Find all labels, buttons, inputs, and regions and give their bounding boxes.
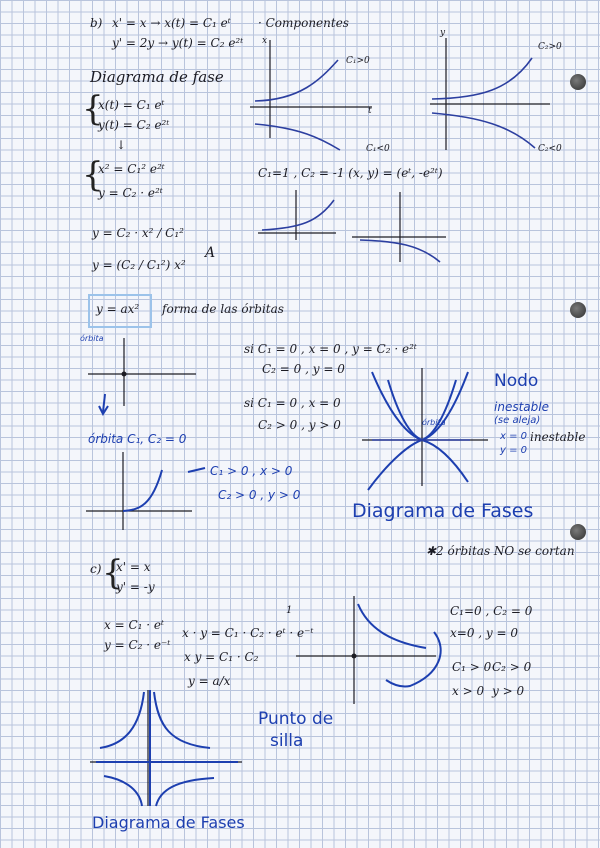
system-c-brace: {: [102, 553, 124, 593]
system-y: y(t) = C₂ e²ᵗ: [98, 118, 170, 132]
case-line-1: si C₁ = 0 , x = 0 , y = C₂ · e²ᵗ: [244, 342, 417, 356]
nodo-label: Nodo: [494, 371, 539, 391]
system-brace: {: [82, 89, 104, 129]
system-brace-2: {: [82, 155, 104, 195]
graph-parabola-branch: [86, 452, 205, 530]
orbits-note: ✱2 órbitas NO se cortan: [426, 544, 575, 558]
graph-saddle: [90, 690, 242, 806]
orbit-c1c2-label: órbita C₁, C₂ = 0: [88, 432, 187, 446]
condition-c-3: C₁ > 0: [452, 660, 492, 674]
condition-c-2: x=0 , y = 0: [450, 626, 518, 640]
graph-label-c2-pos: C₂>0: [538, 42, 562, 52]
part-b-label: b): [90, 16, 103, 30]
silla-label: silla: [270, 731, 304, 751]
graph-c-right: [296, 596, 441, 704]
example-condition: C₁=1 , C₂ = -1 (x, y) = (eᵗ, -e²ᵗ): [258, 166, 443, 180]
solution-c-x: x = C₁ · eᵗ: [104, 618, 164, 632]
diagrama-fases-title: Diagrama de Fases: [352, 500, 534, 522]
orbit-form-caption: forma de las órbitas: [162, 302, 284, 316]
system-c-x: x' = x: [116, 560, 151, 574]
derivation-step-1: y = C₂ · x² / C₁²: [92, 226, 184, 240]
graph-label-c1-neg: C₁<0: [366, 144, 390, 154]
graph-label-y: y: [440, 28, 446, 38]
system-y-exp: y = C₂ · e²ᵗ: [98, 186, 163, 200]
orbita-tag: órbita: [80, 334, 104, 343]
case-line-2: C₂ = 0 , y = 0: [262, 362, 345, 376]
condition-c-5: x > 0: [452, 684, 485, 698]
case-line-4: C₂ > 0 , y > 0: [258, 418, 341, 432]
condition-c1: C₁ > 0 , x > 0: [210, 464, 293, 478]
derivation-step-2: y = (C₂ / C₁²) x²: [92, 258, 186, 272]
y-zero-label: y = 0: [500, 445, 528, 456]
inestable-label-2: inestable: [530, 430, 586, 444]
graph-label-t: t: [368, 106, 372, 116]
orbita-small-label: órbita: [422, 418, 446, 427]
equation-x: x' = x → x(t) = C₁ eᵗ: [112, 16, 231, 30]
product-one: 1: [286, 605, 293, 616]
condition-c-1: C₁=0 , C₂ = 0: [450, 604, 533, 618]
solution-c-y: y = C₂ · e⁻ᵗ: [104, 638, 171, 652]
equation-y: y' = 2y → y(t) = C₂ e²ᵗ: [112, 36, 244, 50]
graph-label-x: x: [262, 36, 268, 46]
graph-label-c2-neg: C₂<0: [538, 144, 562, 154]
part-c-label: c): [90, 562, 102, 576]
inestable-label: inestable: [494, 400, 549, 414]
graph-example-x: [258, 190, 336, 240]
product-step-2: x y = C₁ · C₂: [184, 650, 259, 664]
condition-c-4: C₂ > 0: [492, 660, 532, 674]
orbit-form-equation: y = ax²: [96, 302, 140, 316]
graph-orbit-axes: [88, 338, 196, 414]
system-c-y: y' = -y: [116, 580, 155, 594]
componentes-heading: · Componentes: [258, 16, 349, 30]
diagrama-fases-title-c: Diagrama de Fases: [92, 813, 245, 832]
condition-c-6: y > 0: [492, 684, 525, 698]
punto-de-label: Punto de: [258, 709, 334, 729]
condition-c2: C₂ > 0 , y > 0: [218, 488, 301, 502]
product-step-1: x · y = C₁ · C₂ · eᵗ · e⁻ᵗ: [182, 626, 314, 640]
system-x: x(t) = C₁ eᵗ: [98, 98, 165, 112]
graph-example-y: [352, 192, 446, 262]
se-aleja-label: (se aleja): [494, 415, 541, 426]
derivation-arrow: ↓: [116, 138, 127, 152]
case-line-3: si C₁ = 0 , x = 0: [244, 396, 341, 410]
product-step-3: y = a/x: [188, 674, 231, 688]
graph-y-components: [430, 38, 550, 150]
graph-label-c1-pos: C₁>0: [346, 56, 370, 66]
x-zero-label: x = 0: [500, 431, 528, 442]
system-x-squared: x² = C₁² e²ᵗ: [98, 162, 165, 176]
diagrama-fase-heading: Diagrama de fase: [90, 68, 224, 86]
label-a: A: [205, 245, 216, 261]
